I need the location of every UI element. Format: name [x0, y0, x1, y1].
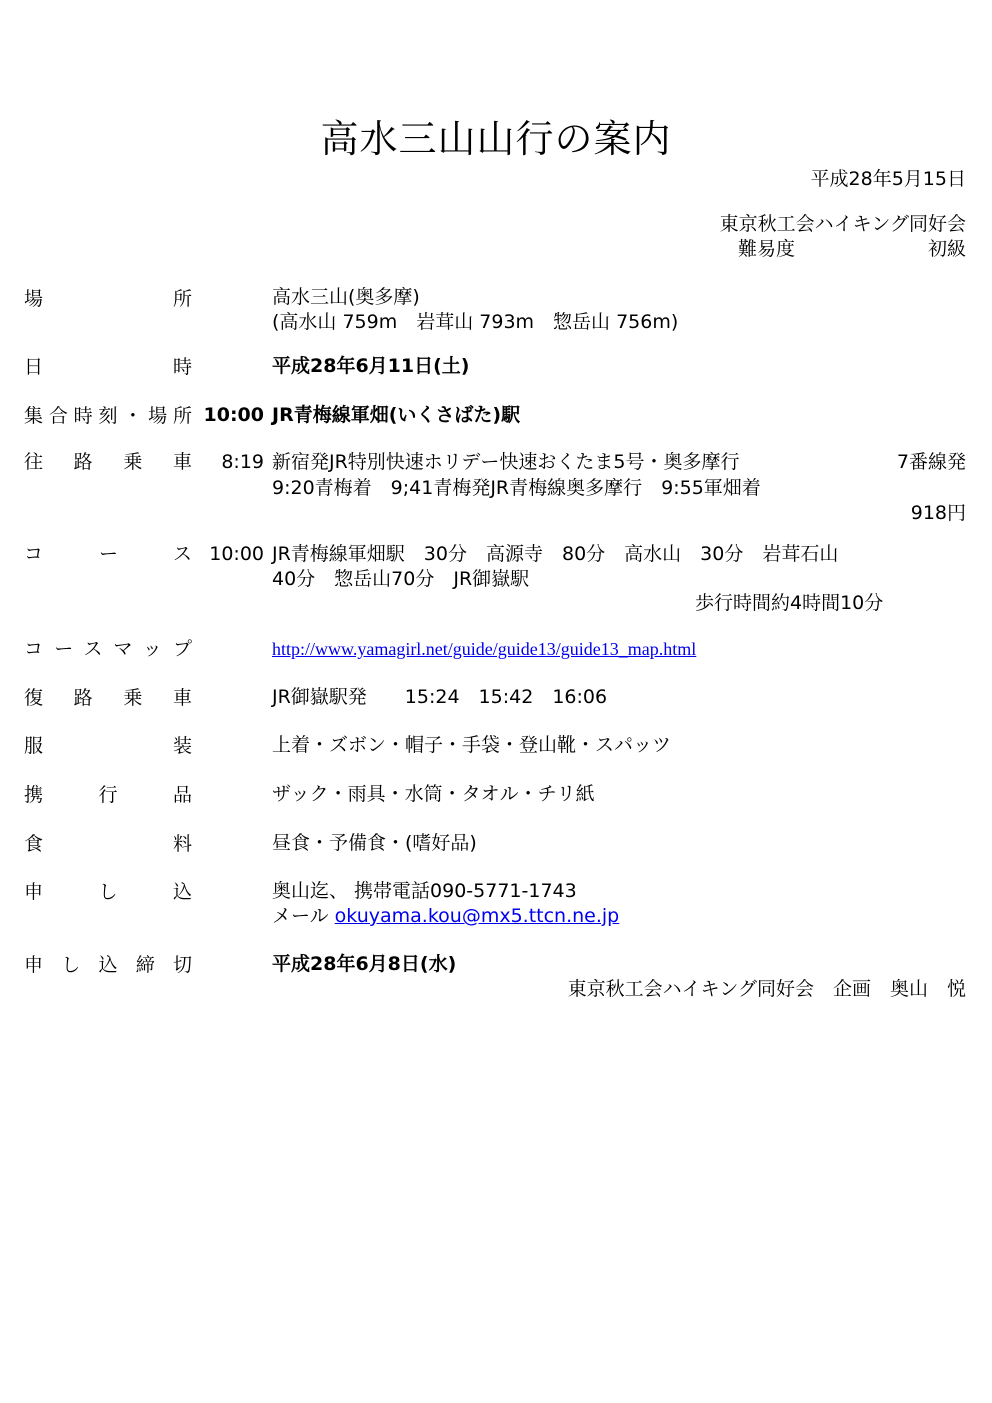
place-label: 場所	[24, 288, 192, 310]
food-value: 昼食・予備食・(嗜好品)	[272, 832, 477, 854]
place-line1: 高水三山(奥多摩)	[272, 286, 420, 308]
outbound-line2: 9:20青梅着 9;41青梅発JR青梅線奥多摩行 9:55軍畑着	[272, 477, 761, 499]
clothing-label: 服装	[24, 735, 192, 757]
course-time: 10:00	[209, 543, 264, 565]
apply-mail-link[interactable]: okuyama.kou@mx5.ttcn.ne.jp	[334, 905, 620, 927]
deadline-label: 申し込締切	[24, 954, 192, 976]
issue-date: 平成28年5月15日	[810, 168, 966, 190]
deadline-value: 平成28年6月8日(水)	[272, 953, 457, 975]
items-label: 携行品	[24, 784, 192, 806]
coursemap-link[interactable]: http://www.yamagirl.net/guide/guide13/guide13_map.html	[272, 639, 697, 659]
difficulty-label: 難易度	[738, 238, 796, 260]
organizer: 東京秋工会ハイキング同好会	[719, 213, 966, 235]
datetime-label: 日時	[24, 356, 192, 378]
return-label: 復路乗車	[24, 687, 192, 709]
meeting-label: 集合時刻・場所	[24, 405, 192, 427]
outbound-time: 8:19	[221, 451, 264, 473]
food-label: 食料	[24, 833, 192, 855]
coursemap-label: コースマップ	[24, 638, 192, 660]
apply-mail-label: メール	[272, 905, 329, 927]
outbound-platform: 7番線発	[896, 451, 966, 473]
outbound-fare: 918円	[910, 502, 966, 524]
outbound-line1: 新宿発JR特別快速ホリデー快速おくたま5号・奥多摩行	[272, 451, 740, 473]
apply-mail-row	[272, 907, 619, 926]
difficulty-value: 初級	[927, 238, 966, 260]
return-value: JR御嶽駅発 15:24 15:42 16:06	[272, 686, 608, 708]
page-title: 高水三山山行の案内	[320, 117, 672, 161]
outbound-label: 往路乗車	[24, 451, 192, 473]
meeting-value: JR青梅線軍畑(いくさばた)駅	[272, 404, 521, 426]
place-line2: (高水山 759m 岩茸山 793m 惣岳山 756m)	[272, 311, 679, 333]
course-walking-time: 歩行時間約4時間10分	[695, 592, 884, 614]
course-label: コース	[24, 543, 192, 565]
footer-organizer: 東京秋工会ハイキング同好会 企画 奥山 悦	[567, 978, 966, 1000]
clothing-value: 上着・ズボン・帽子・手袋・登山靴・スパッツ	[272, 734, 672, 756]
course-line2: 40分 惣岳山70分 JR御嶽駅	[272, 568, 530, 590]
apply-line1: 奥山迄、 携帯電話090-5771-1743	[272, 880, 577, 902]
items-value: ザック・雨具・水筒・タオル・チリ紙	[272, 783, 595, 805]
meeting-time: 10:00	[203, 404, 264, 426]
course-line1: JR青梅線軍畑駅 30分 高源寺 80分 高水山 30分 岩茸石山	[272, 543, 839, 565]
apply-label: 申し込	[24, 881, 192, 903]
datetime-value: 平成28年6月11日(土)	[272, 355, 470, 377]
